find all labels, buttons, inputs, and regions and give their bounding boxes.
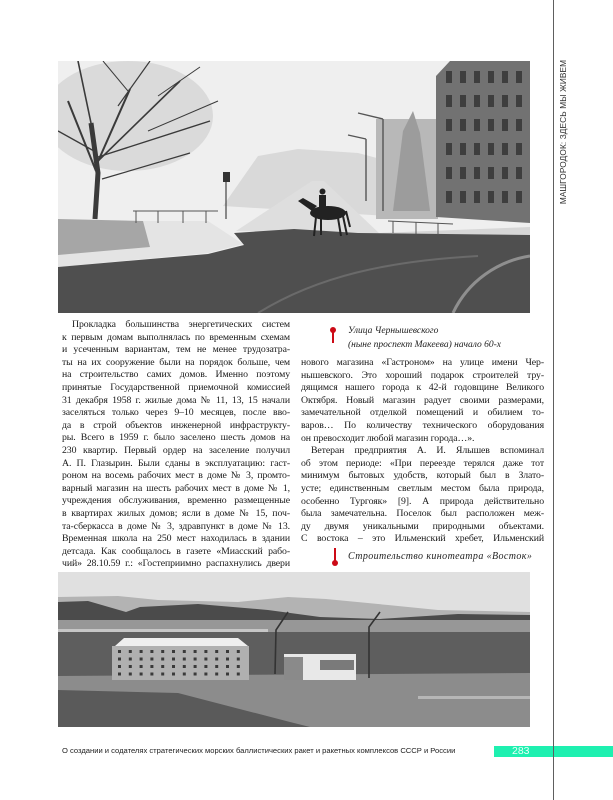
building-window (140, 673, 143, 676)
building-window (460, 71, 466, 83)
building-window (215, 658, 218, 661)
building-window (446, 71, 452, 83)
building-window (215, 673, 218, 676)
building-window (516, 119, 522, 131)
building-window (194, 665, 197, 668)
text-line: принятые Государственной приемочной комиссией (62, 381, 290, 393)
building-window (129, 665, 132, 668)
building-window (474, 71, 480, 83)
photo-caption-top (348, 324, 501, 352)
text-line: особенно Тургояк» [9]. А природа действительно (301, 495, 544, 507)
building-window (204, 673, 207, 676)
building-window (237, 673, 240, 676)
building-window (183, 658, 186, 661)
building-window (129, 658, 132, 661)
building-window (446, 143, 452, 155)
building-window (502, 167, 508, 179)
scaffolding (284, 657, 303, 680)
building-window (516, 95, 522, 107)
building-window (161, 650, 164, 653)
text-line: Октября. Новый магазин радует своими размерами, (301, 394, 544, 406)
building-window (150, 673, 153, 676)
building-window (460, 143, 466, 155)
building-window (474, 119, 480, 131)
building-window (183, 665, 186, 668)
building-window (516, 71, 522, 83)
building-window (161, 658, 164, 661)
building-window (194, 658, 197, 661)
building-window (194, 673, 197, 676)
vertical-rule (553, 0, 554, 800)
building-window (183, 650, 186, 653)
rider-body (319, 195, 326, 210)
building-window (150, 665, 153, 668)
building-roof (115, 638, 248, 646)
building-window (183, 673, 186, 676)
building-window (460, 191, 466, 203)
building-window (474, 95, 480, 107)
text-line: на строительство самих домов. Именно поэтому (62, 369, 290, 381)
building-window (172, 650, 175, 653)
text-line: да в строй объектов инженерной инфраструкту- (62, 419, 290, 431)
building-window (460, 167, 466, 179)
photo-street-winter-image (58, 61, 530, 313)
building-window (194, 650, 197, 653)
photo-street-winter (58, 61, 530, 313)
photo-cinema-construction-image (58, 572, 530, 727)
building-window (204, 658, 207, 661)
building-window (226, 658, 229, 661)
text-line: в квартирах жилых домов; ясли в доме № 15, поч- (62, 507, 290, 519)
building-window (460, 95, 466, 107)
text-line: учреждения обслуживания, временно размещенные (62, 495, 290, 507)
building-window (161, 665, 164, 668)
footer-book-title: О создании и содателях стратегических морских баллистических ракет и ракетных комплексов СССР и России (62, 746, 456, 755)
building-window (226, 665, 229, 668)
running-title: МАШГОРОДОК: ЗДЕСЬ МЫ ЖИВЕМ (558, 59, 568, 205)
building-window (460, 119, 466, 131)
building-window (516, 143, 522, 155)
building-window (129, 650, 132, 653)
text-line: к первым домам выполнялась по временным схемам (62, 331, 290, 343)
rider-head (320, 189, 326, 195)
text-line: он превосходит любой магазин города…». (301, 432, 475, 444)
building-window (502, 95, 508, 107)
text-line: чий» 28.10.59 г.: «Гостеприимно распахнулись двери (62, 558, 290, 570)
building-window (140, 665, 143, 668)
building-window (204, 650, 207, 653)
text-line: усте; единственным светлым местом была природа, (301, 482, 544, 494)
text-line: Прокладка большинства энергетических систем (72, 319, 290, 330)
building-window (118, 650, 121, 653)
text-line: нышевского. Это хороший подарок строителей тру- (301, 369, 544, 381)
text-line: варный магазин на шесть рабочих мест в доме № 1, (62, 482, 290, 494)
text-line: замечательной отделкой помещений и обилием то- (301, 407, 544, 419)
building-window (488, 191, 494, 203)
light-ground-strip (418, 696, 530, 699)
text-line: заселяться только через 9–10 месяцев, после вво- (62, 407, 290, 419)
text-line: Ветеран предприятия А. И. Ялышев вспоминал (311, 445, 544, 457)
text-line: ры. Всего в 1959 г. было заселено шесть домов на (62, 432, 290, 444)
text-line: дящимся нашего города к 42-й годовщине Великого (301, 382, 544, 394)
building-window (204, 665, 207, 668)
building-window (118, 673, 121, 676)
building-window (474, 167, 480, 179)
page-number: 283 (512, 745, 530, 757)
text-line: и усеченным вариантам, тем не менее трудозатра- (62, 344, 290, 356)
building-window (118, 665, 121, 668)
building-window (446, 191, 452, 203)
photo-cinema-construction (58, 572, 530, 727)
text-line: та-сберкасса в доме № 3, здравпункт в доме № 13. (62, 520, 290, 532)
building-window (140, 650, 143, 653)
building-window (129, 673, 132, 676)
building-window (488, 71, 494, 83)
building-window (172, 673, 175, 676)
text-column-left (62, 319, 290, 571)
building-window (226, 650, 229, 653)
building-window (474, 191, 480, 203)
building-window (502, 143, 508, 155)
text-line: 230 квартир. Первый ордер на заселение получил (62, 444, 290, 456)
text-line: С востока – это Ильменский хребет, Ильменский (301, 533, 544, 545)
building-window (118, 658, 121, 661)
building-window (488, 119, 494, 131)
building-window (237, 650, 240, 653)
building-window (516, 191, 522, 203)
text-line: Временная школа на 250 мест находилась в здании (62, 533, 290, 545)
building-window (488, 95, 494, 107)
caption-pin-stem (332, 330, 334, 343)
building-window (140, 658, 143, 661)
building-window (237, 665, 240, 668)
photo-caption-bottom: Строительство кинотеатра «Восток» (348, 551, 533, 562)
traffic-sign (223, 172, 230, 182)
text-line: была замечательна. Поселок был расположен меж- (301, 508, 544, 520)
construction-openings (320, 660, 354, 670)
text-line: минимум бытовых удобств, который был в Злато- (301, 470, 544, 482)
building-window (150, 650, 153, 653)
text-line: роном на восемь рабочих мест в доме № 3, промто- (62, 470, 290, 482)
building-window (226, 673, 229, 676)
building-window (516, 167, 522, 179)
text-line: варов… По количеству технического оборудования (301, 419, 544, 431)
building-window (446, 119, 452, 131)
building-window (446, 167, 452, 179)
building-window (237, 658, 240, 661)
building-window (502, 119, 508, 131)
text-line: ты на их сооружение были на порядок больше, чем (62, 356, 290, 368)
building-window (474, 143, 480, 155)
text-column-right (301, 357, 544, 546)
building-window (488, 167, 494, 179)
building-window (488, 143, 494, 155)
text-line: об этом периоде: «При переезде терялся даже тот (301, 457, 544, 469)
building-window (502, 71, 508, 83)
text-line: ду двумя уникальными природными объектами. (301, 520, 544, 532)
text-line: 31 декабря 1958 г. жилые дома № 11, 13, 15 начали (62, 394, 290, 406)
text-line: нового магазина «Гастроном» на улице имени Чер- (301, 357, 544, 368)
caption-line: Улица Чернышевского (348, 326, 439, 336)
text-line: детсада. Как сообщалось в газете «Миасский рабо- (62, 545, 290, 557)
building-window (161, 673, 164, 676)
building-window (172, 665, 175, 668)
building-window (172, 658, 175, 661)
caption-pin-icon (332, 560, 338, 566)
text-line: А. П. Глазырин. Были сданы в эксплуатацию: гаст- (62, 457, 290, 469)
building-window (215, 665, 218, 668)
building-window (502, 191, 508, 203)
building-window (446, 95, 452, 107)
building-window (150, 658, 153, 661)
caption-line: (ныне проспект Макеева) начало 60-х (348, 340, 502, 350)
building-window (215, 650, 218, 653)
light-strip (58, 629, 268, 632)
